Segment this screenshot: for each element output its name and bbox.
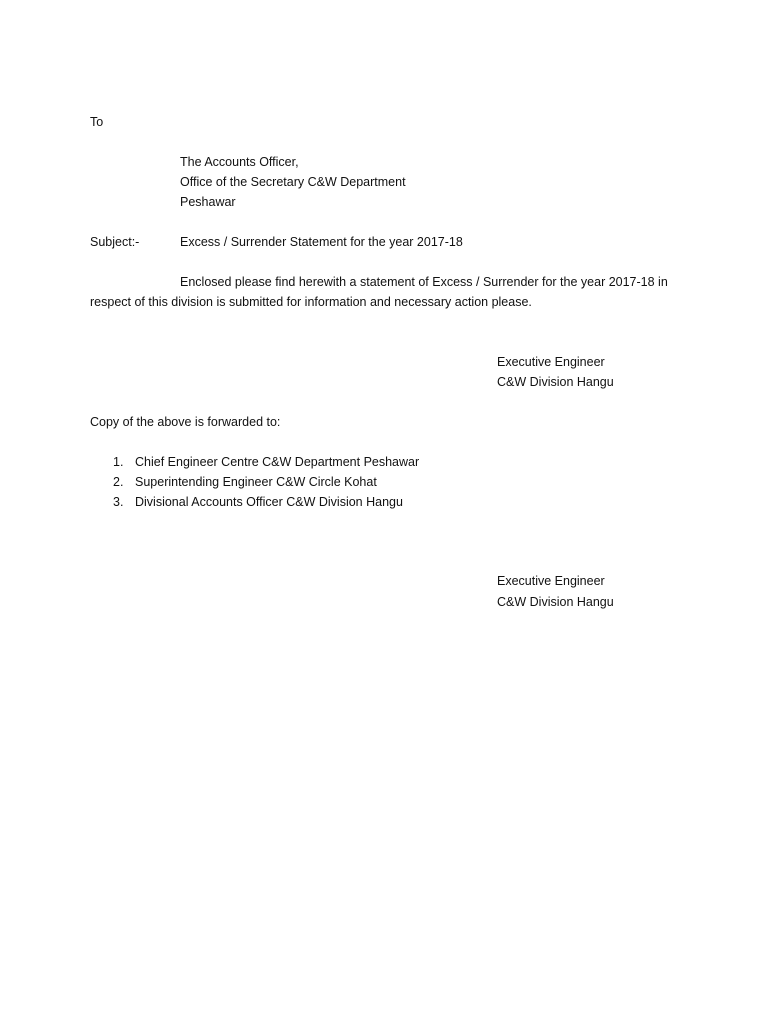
subject-label: Subject:- [90,235,140,249]
salutation: To [90,115,104,129]
list-item-text: Superintending Engineer C&W Circle Kohat [135,475,377,489]
recipient-line-3: Peshawar [180,195,236,209]
body-line-2: respect of this division is submitted for information and necessary action please. [90,295,532,309]
signature-1-title: Executive Engineer [497,355,605,369]
signature-1-office: C&W Division Hangu [497,375,614,389]
copy-label: Copy of the above is forwarded to: [90,415,281,429]
subject-text: Excess / Surrender Statement for the year 2017-18 [180,235,463,249]
list-item-number: 1. [113,455,124,469]
list-item-number: 2. [113,475,124,489]
recipient-line-1: The Accounts Officer, [180,155,299,169]
body-line-1: Enclosed please find herewith a statement of Excess / Surrender for the year 2017-18 in [180,275,668,289]
signature-2-title: Executive Engineer [497,574,605,588]
list-item-text: Chief Engineer Centre C&W Department Peshawar [135,455,420,469]
list-item-number: 3. [113,495,124,509]
signature-2-office: C&W Division Hangu [497,595,614,609]
recipient-line-2: Office of the Secretary C&W Department [180,175,406,189]
list-item-text: Divisional Accounts Officer C&W Division Hangu [135,495,403,509]
